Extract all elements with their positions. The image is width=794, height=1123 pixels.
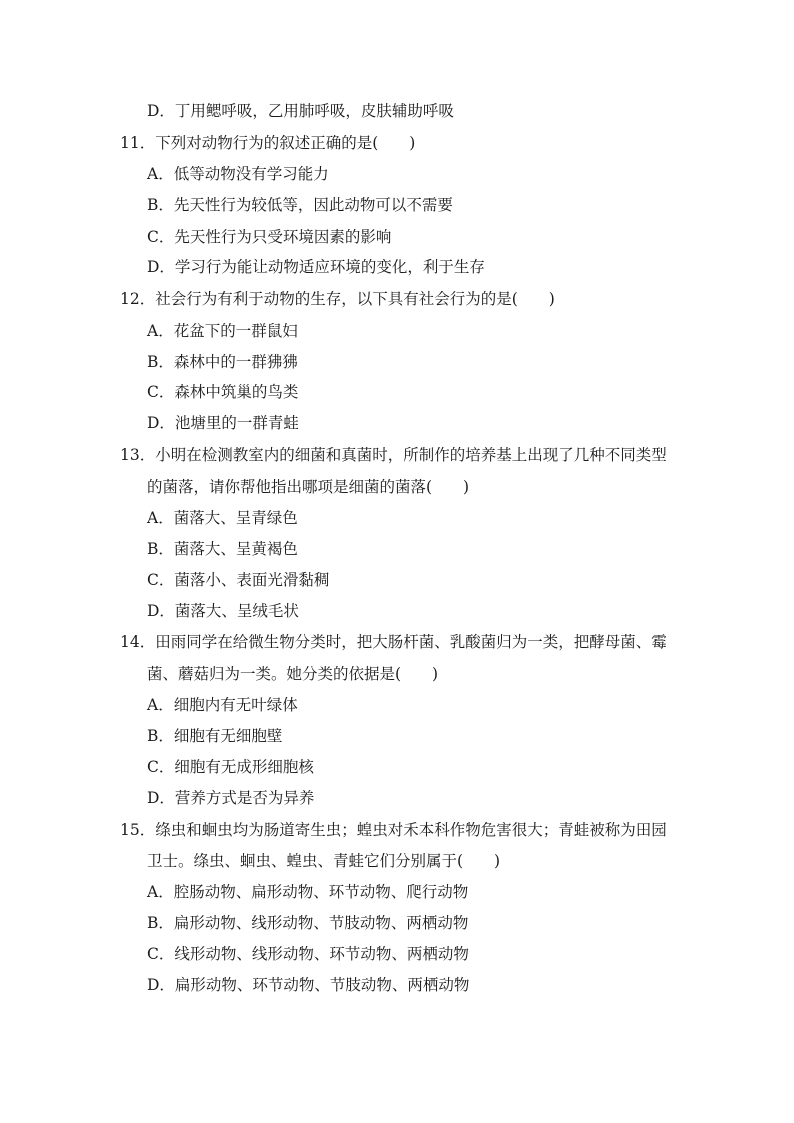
question-12-stem: 12．社会行为有利于动物的生存，以下具有社会行为的是( ) — [120, 290, 555, 308]
question-13-option-a: A．菌落大、呈青绿色 — [147, 509, 298, 527]
question-13-option-b: B．菌落大、呈黄褐色 — [147, 540, 298, 558]
lead-option: D．丁用鳃呼吸，乙用肺呼吸，皮肤辅助呼吸 — [147, 102, 454, 120]
question-13-option-c: C．菌落小、表面光滑黏稠 — [147, 571, 330, 589]
question-14-stem-line-1: 14．田雨同学在给微生物分类时，把大肠杆菌、乳酸菌归为一类，把酵母菌、霉 — [120, 633, 667, 651]
question-11-option-c: C．先天性行为只受环境因素的影响 — [147, 228, 392, 246]
question-14-stem-line-2: 菌、蘑菇归为一类。她分类的依据是( ) — [147, 665, 439, 683]
question-15-stem-line-1: 15．绦虫和蛔虫均为肠道寄生虫；蝗虫对禾本科作物危害很大；青蛙被称为田园 — [120, 821, 667, 839]
question-14-option-d: D．营养方式是否为异养 — [147, 789, 315, 807]
question-12-option-d: D．池塘里的一群青蛙 — [147, 414, 299, 432]
question-15-option-b: B．扁形动物、线形动物、节肢动物、两栖动物 — [147, 914, 469, 932]
question-12-option-a: A．花盆下的一群鼠妇 — [147, 322, 298, 340]
question-11-option-d: D．学习行为能让动物适应环境的变化，利于生存 — [147, 258, 485, 276]
question-13-option-d: D．菌落大、呈绒毛状 — [147, 602, 299, 620]
question-15-option-a: A．腔肠动物、扁形动物、环节动物、爬行动物 — [147, 883, 469, 901]
question-13-stem-line-2: 的菌落，请你帮他指出哪项是细菌的菌落( ) — [147, 478, 470, 496]
question-11-stem: 11．下列对动物行为的叙述正确的是( ) — [120, 134, 416, 152]
question-15-option-c: C．线形动物、线形动物、环节动物、两栖动物 — [147, 945, 469, 963]
question-14-option-c: C．细胞有无成形细胞核 — [147, 758, 314, 776]
question-13-stem-line-1: 13．小明在检测教室内的细菌和真菌时，所制作的培养基上出现了几种不同类型 — [120, 446, 667, 464]
question-15-stem-line-2: 卫士。绦虫、蛔虫、蝗虫、青蛙它们分别属于( ) — [147, 852, 501, 870]
question-14-option-a: A．细胞内有无叶绿体 — [147, 696, 298, 714]
question-12-option-c: C．森林中筑巢的鸟类 — [147, 383, 299, 401]
question-12-option-b: B．森林中的一群狒狒 — [147, 353, 298, 371]
question-11-option-a: A．低等动物没有学习能力 — [147, 165, 329, 183]
question-11-option-b: B．先天性行为较低等，因此动物可以不需要 — [147, 196, 453, 214]
question-15-option-d: D．扁形动物、环节动物、节肢动物、两栖动物 — [147, 976, 470, 994]
question-14-option-b: B．细胞有无细胞壁 — [147, 727, 283, 745]
